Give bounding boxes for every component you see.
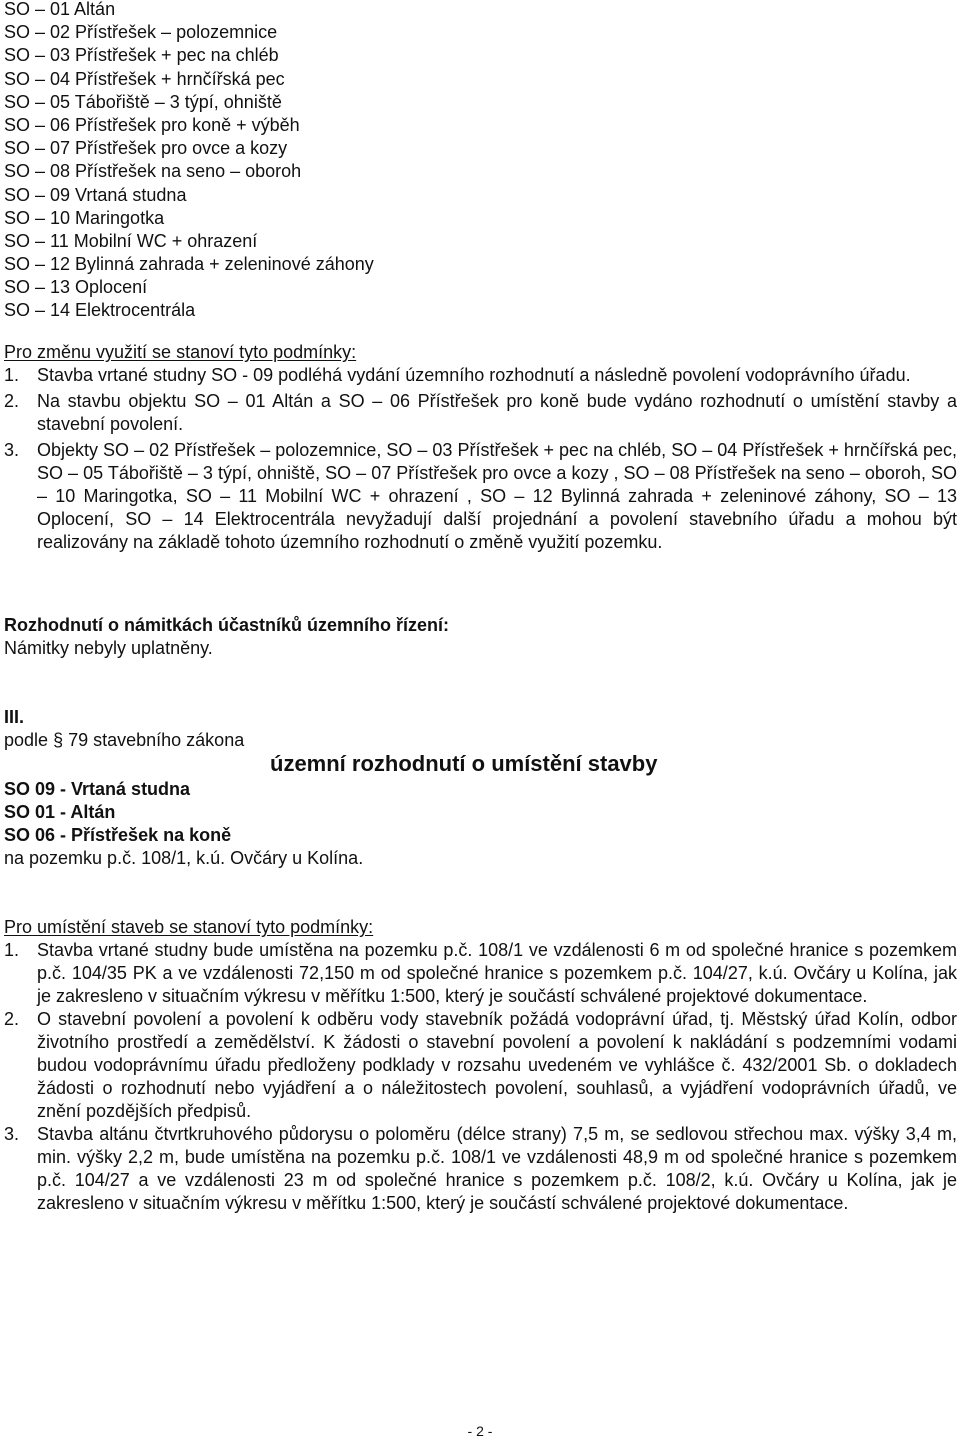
page-number: - 2 - [467,1423,493,1439]
change-conditions-heading: Pro změnu využití se stanoví tyto podmínky: [4,342,357,362]
placement-conditions-heading: Pro umístění staveb se stanoví tyto podmínky: [4,917,374,937]
so-item: SO – 09 Vrtaná studna [4,184,187,205]
item-text: Na stavbu objektu SO – 01 Altán a SO – 06 Přístřešek pro koně bude vydáno rozhodnutí o umístění stavby a stavební povolení. [37,391,957,434]
item-text: Stavba vrtané studny SO - 09 podléhá vydání územního rozhodnutí a následně povolení vodoprávního úřadu. [37,365,911,385]
item-number: 2. [4,391,20,411]
item-text: Stavba vrtané studny bude umístěna na pozemku p.č. 108/1 ve vzdálenosti 6 m od společné hranice s pozemkem p.č. 104/35 PK a ve vzdálenosti 72,150 m od společné hranice s pozemkem p.č. 104/27, k.ú. Ovčáry u Kolína, jak je zakresleno v situačním výkresu v měřítku 1:500, který je součástí schválené projektové dokumentace. [37,940,957,1006]
item-number: 3. [4,1124,20,1144]
list-item [4,939,957,1008]
object-line: SO 09 - Vrtaná studna [4,779,191,799]
item-number: 1. [4,365,20,385]
parcel-line: na pozemku p.č. 108/1, k.ú. Ovčáry u Kolína. [4,848,364,868]
so-item: SO – 02 Přístřešek – polozemnice [4,22,278,43]
list-item [4,439,957,554]
so-item: SO – 01 Altán [4,0,116,19]
so-list [4,0,374,323]
item-number: 2. [4,1009,20,1029]
so-item: SO – 05 Tábořiště – 3 týpí, ohniště [4,91,282,112]
section-roman-numeral: III. [4,707,25,727]
so-item: SO – 06 Přístřešek pro koně + výběh [4,114,300,135]
section-sign-icon: § [53,730,64,750]
item-text: O stavební povolení a povolení k odběru vody stavebník požádá vodoprávní úřad, tj. Městský úřad Kolín, odbor životního prostředí a zemědělství. K žádosti o stavební povolení a povolení k nakládání s podzemními vodami budou vodoprávnímu úřadu předloženy podklady v rozsahu uvedeném ve vyhlášce č. 432/2001 Sb. o dokladech žádosti o rozhodnutí nebo vyjádření a o náležitostech povolení, souhlasů, a vyjádření vodoprávních úřadů, ve znění pozdějších předpisů. [37,1009,957,1121]
item-number: 3. [4,440,20,460]
object-line: SO 01 - Altán [4,802,116,822]
list-item [4,364,957,387]
law-reference [4,729,957,752]
objections-heading: Rozhodnutí o námitkách účastníků územního řízení: [4,615,450,635]
so-item: SO – 11 Mobilní WC + ohrazení [4,230,258,251]
law-rest: 79 stavebního zákona [63,730,245,750]
so-item: SO – 12 Bylinná zahrada + zeleninové záhony [4,254,374,275]
so-item: SO – 13 Oplocení [4,277,148,298]
item-text: Stavba altánu čtvrtkruhového půdorysu o poloměru (délce strany) 7,5 m, se sedlovou střechou max. výšky 3,4 m, min. výšky 2,2 m, bude umístěna na pozemku p.č. 108/1 ve vzdálenosti 48,9 m od společné hranice s pozemkem p.č. 104/27 a ve vzdálenosti 23 m od společné hranice s pozemkem p.č. 108/2, k.ú. Ovčáry u Kolína, jak je zakresleno v situačním výkresu v měřítku 1:500, který je součástí schválené projektové dokumentace. [37,1124,957,1213]
placement-conditions-list [4,939,957,1215]
so-item: SO – 14 Elektrocentrála [4,300,196,321]
objections-text: Námitky nebyly uplatněny. [4,638,213,658]
item-text: Objekty SO – 02 Přístřešek – polozemnice, SO – 03 Přístřešek + pec na chléb, SO – 04 Přístřešek + hrnčířská pec, SO – 05 Tábořiště – 3 týpí, ohniště, SO – 07 Přístřešek pro ovce a kozy , SO – 08 Přístřešek na seno – oboroh, SO – 10 Maringotka, SO – 11 Mobilní WC + ohrazení , SO – 12 Bylinná zahrada + zeleninové záhony, SO – 13 Oplocení, SO – 14 Elektrocentrála nevyžadují další projednání a povolení stavebního úřadu a mohou být realizovány na základě tohoto územního rozhodnutí o změně využití pozemku. [37,440,957,552]
so-item: SO – 04 Přístřešek + hrnčířská pec [4,68,285,89]
object-line: SO 06 - Přístřešek na koně [4,825,232,845]
item-number: 1. [4,940,20,960]
list-item [4,1123,957,1215]
list-item [4,1008,957,1123]
so-item: SO – 10 Maringotka [4,207,165,228]
so-item: SO – 07 Přístřešek pro ovce a kozy [4,138,288,159]
so-item: SO – 08 Přístřešek na seno – oboroh [4,161,302,182]
law-prefix: podle [4,730,49,750]
list-item [4,390,957,436]
decision-title: územní rozhodnutí o umístění stavby [270,751,658,776]
so-item: SO – 03 Přístřešek + pec na chléb [4,45,279,66]
change-conditions-list [4,364,957,554]
